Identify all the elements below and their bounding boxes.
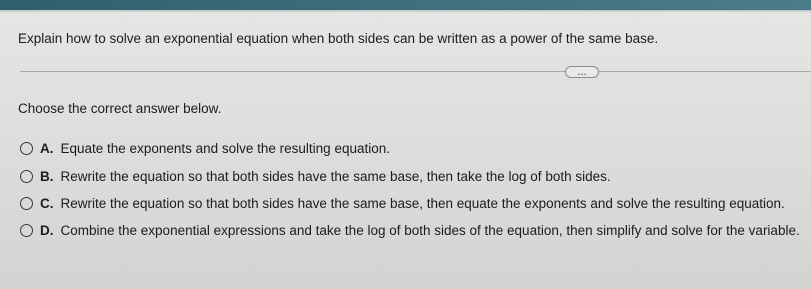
option-b-letter: B. (40, 168, 54, 184)
option-d[interactable] (20, 221, 800, 239)
option-a[interactable] (20, 139, 390, 157)
instruction-text: Choose the correct answer below. (18, 101, 222, 116)
option-b-text: Rewrite the equation so that both sides have the same base, then take the log of both sides. (60, 168, 611, 184)
question-text: Explain how to solve an exponential equation when both sides can be written as a power of the same base. (18, 31, 659, 46)
radio-button-d[interactable] (20, 224, 33, 237)
more-button[interactable]: ... (565, 66, 599, 78)
option-d-text: Combine the exponential expressions and take the log of both sides of the equation, then simplify and solve for the variable. (60, 222, 800, 238)
option-a-letter: A. (40, 140, 54, 156)
option-a-text: Equate the exponents and solve the resulting equation. (60, 140, 390, 156)
option-c-text: Rewrite the equation so that both sides have the same base, then equate the exponents and solve the resulting equation. (60, 195, 785, 211)
option-d-letter: D. (40, 222, 54, 238)
divider (20, 71, 811, 72)
radio-button-c[interactable] (20, 197, 33, 210)
header-shadow (0, 9, 811, 13)
option-b[interactable] (20, 167, 611, 185)
radio-button-a[interactable] (20, 142, 33, 155)
radio-button-b[interactable] (20, 170, 33, 183)
option-c-letter: C. (40, 195, 54, 211)
option-c[interactable] (20, 194, 785, 212)
